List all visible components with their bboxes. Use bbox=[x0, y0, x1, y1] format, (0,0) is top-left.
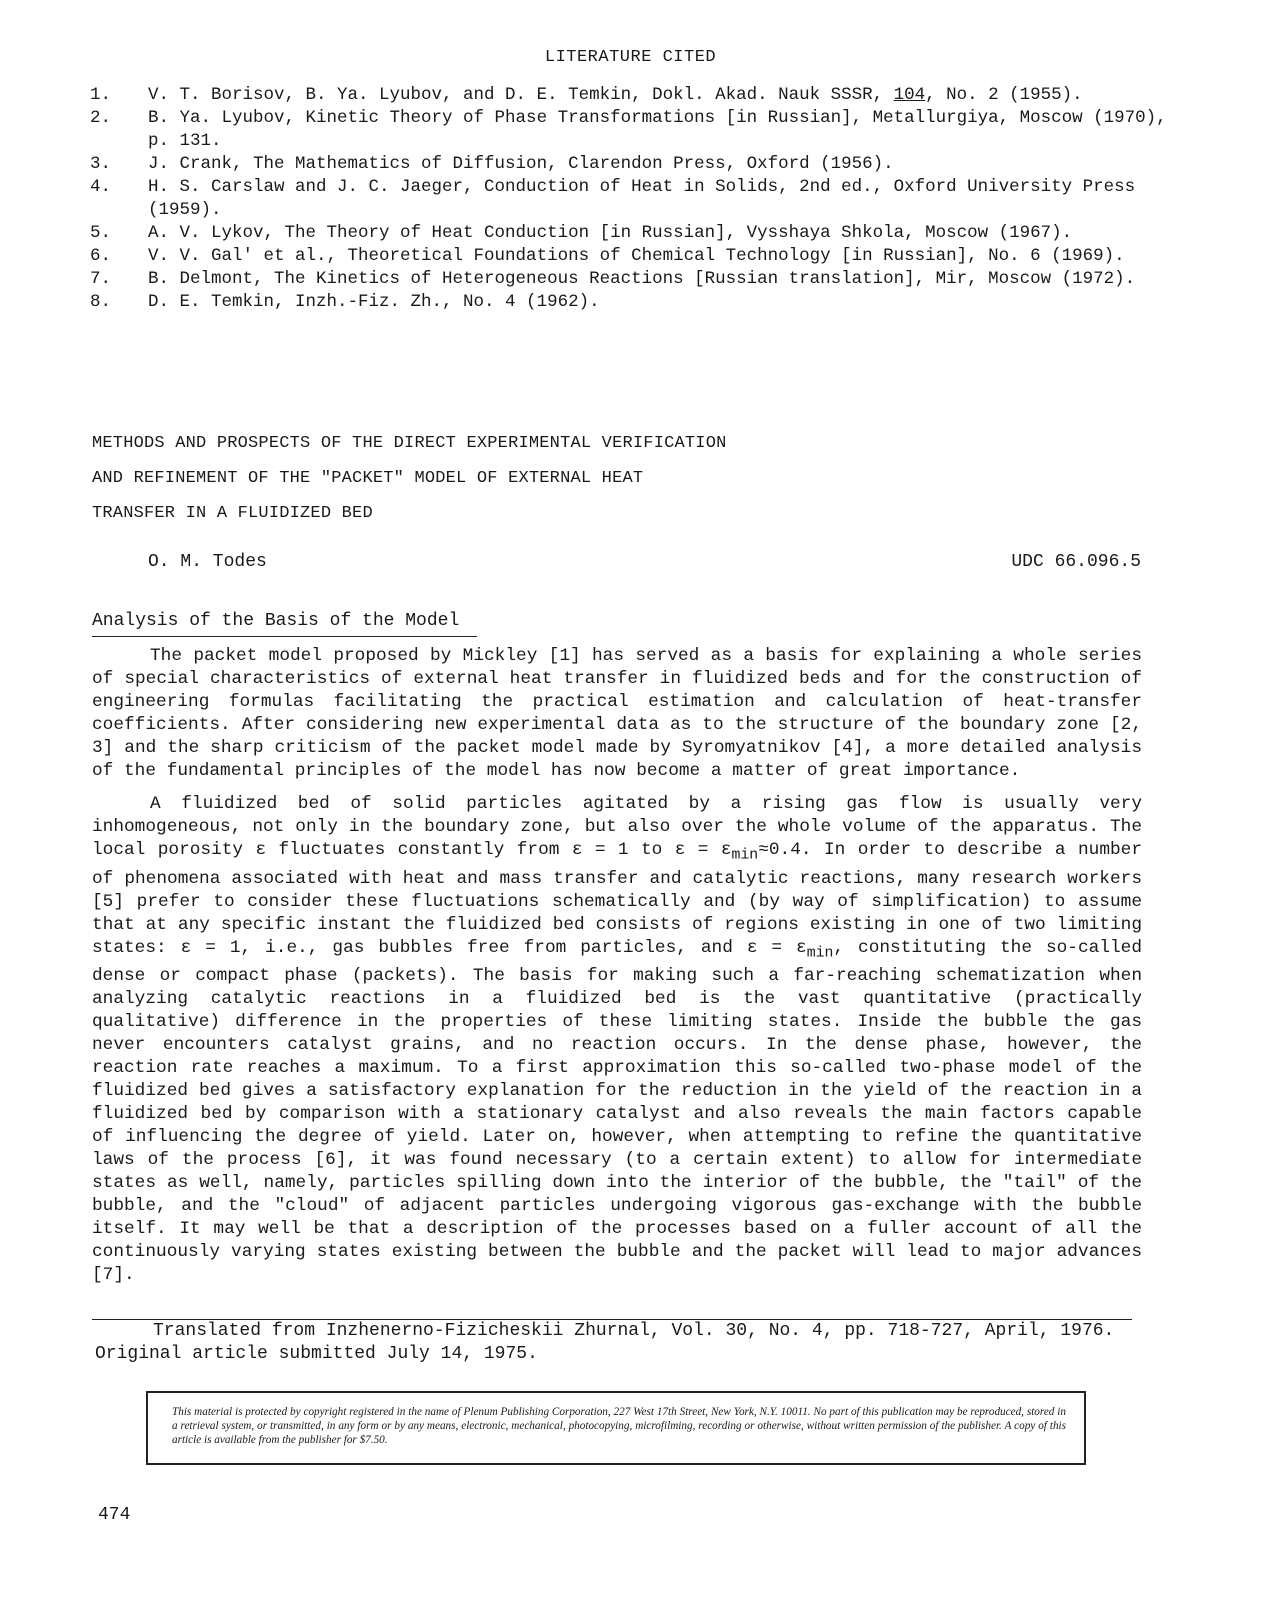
reference-item bbox=[90, 84, 1170, 107]
subscript-min: min bbox=[731, 847, 759, 864]
reference-text: V. V. Gal' et al., Theoretical Foundations of Chemical Technology [in Russian], No. 6 (1969). bbox=[148, 246, 1125, 266]
reference-item bbox=[90, 176, 1170, 222]
reference-number: 4. bbox=[90, 177, 112, 197]
reference-item bbox=[90, 245, 1170, 268]
reference-number: 3. bbox=[90, 154, 112, 174]
page-number: 474 bbox=[98, 1505, 131, 1525]
reference-item bbox=[90, 222, 1170, 245]
literature-cited-heading: LITERATURE CITED bbox=[544, 48, 717, 67]
reference-number: 6. bbox=[90, 246, 112, 266]
section-heading: Analysis of the Basis of the Model bbox=[92, 611, 460, 631]
paragraph-text: , constituting the so-called dense or compact phase (packets). The basis for making such a far-reaching schematization when analyzing catalytic reactions in a fluidized bed is the vast quantitative (practically qualitative) difference in the properties of these limiting states. Inside the bubble the gas never encounters catalyst grains, and no reaction occurs. In the dense phase, however, the reaction rate reaches a maximum. To a first approximation this so-called two-phase model of the fluidized bed gives a satisfactory explanation for the reduction in the yield of the reaction in a fluidized bed by comparison with a stationary catalyst and also reveals the main factors capable of influencing the degree of yield. Later on, however, when attempting to refine the quantitative laws of the process [6], it was found necessary (to a certain extent) to allow for intermediate states as well, namely, particles spilling down into the interior of the bubble, the "tail" of the bubble, and the "cloud" of adjacent particles undergoing vigorous gas-exchange with the bubble itself. It may well be that a description of the processes based on a fuller account of all the continuously varying states existing between the bubble and the packet will lead to major advances [7]. bbox=[92, 937, 1142, 1286]
paragraph-text: ≈0.4. In order to describe a number of phenomena associated with heat and mass transfer and catalytic reactions, many research workers [5] prefer to consider these fluctuations schematically and (by way of simplification) to assume that at any specific instant the fluidized bed consists of regions existing in one of two limiting states: ε = 1, i.e., gas bubbles free from particles, and ε = ε bbox=[92, 840, 1142, 958]
reference-item bbox=[90, 291, 1170, 314]
footnote-line: Translated from Inzhenerno-Fizicheskii Zhurnal, Vol. 30, No. 4, pp. 718-727, April, 1976. bbox=[153, 1321, 1115, 1341]
reference-number: 1. bbox=[90, 85, 112, 105]
reference-text: B. Ya. Lyubov, Kinetic Theory of Phase Transformations [in Russian], Metallurgiya, Moscow (1970), p. 131. bbox=[148, 108, 1167, 151]
reference-text: H. S. Carslaw and J. C. Jaeger, Conduction of Heat in Solids, 2nd ed., Oxford University Press (1959). bbox=[148, 177, 1136, 220]
translation-footnote bbox=[95, 1320, 1155, 1366]
copyright-notice: This material is protected by copyright registered in the name of Plenum Publishing Corporation, 227 West 17th Street, New York, N.Y. 10011. No part of this publication may be reproduced, stored in a retrieval system, or transmitted, in any form or by any means, electronic, mechanical, photocopying, microfilming, recording or otherwise, without written permission of the publisher. A copy of this article is available from the publisher for $7.50. bbox=[172, 1406, 1066, 1446]
article-title-line: TRANSFER IN A FLUIDIZED BED bbox=[92, 504, 373, 523]
reference-text: D. E. Temkin, Inzh.-Fiz. Zh., No. 4 (1962). bbox=[148, 292, 600, 312]
copyright-box bbox=[146, 1391, 1086, 1465]
reference-text: A. V. Lykov, The Theory of Heat Conduction [in Russian], Vysshaya Shkola, Moscow (1967). bbox=[148, 223, 1073, 243]
author-name: O. M. Todes bbox=[148, 552, 267, 572]
reference-number: 8. bbox=[90, 292, 112, 312]
article-title-line: METHODS AND PROSPECTS OF THE DIRECT EXPERIMENTAL VERIFICATION bbox=[92, 434, 727, 453]
reference-number: 2. bbox=[90, 108, 112, 128]
body-paragraph bbox=[92, 793, 1142, 1287]
reference-text: V. T. Borisov, B. Ya. Lyubov, and D. E. Temkin, Dokl. Akad. Nauk SSSR, bbox=[148, 85, 894, 105]
paragraph-text: A fluidized bed of solid particles agitated by a rising gas flow is usually very inhomogeneous, not only in the boundary zone, but also over the whole volume of the apparatus. The local porosity ε fluctuates constantly from ε = 1 to ε = ε bbox=[92, 794, 1142, 860]
reference-item bbox=[90, 153, 1170, 176]
article-title bbox=[92, 426, 892, 531]
subscript-min: min bbox=[806, 945, 834, 962]
reference-text: J. Crank, The Mathematics of Diffusion, Clarendon Press, Oxford (1956). bbox=[148, 154, 894, 174]
reference-item bbox=[90, 107, 1170, 153]
article-title-line: AND REFINEMENT OF THE "PACKET" MODEL OF EXTERNAL HEAT bbox=[92, 469, 644, 488]
reference-text-rest: , No. 2 (1955). bbox=[925, 85, 1083, 105]
section-heading-underline bbox=[92, 636, 477, 637]
article-body bbox=[92, 645, 1142, 1297]
reference-text: B. Delmont, The Kinetics of Heterogeneous Reactions [Russian translation], Mir, Moscow (1972). bbox=[148, 269, 1136, 289]
reference-number: 7. bbox=[90, 269, 112, 289]
body-paragraph: The packet model proposed by Mickley [1] has served as a basis for explaining a whole series of special characteristics of external heat transfer in fluidized beds and for the construction of engineering formulas facilitating the practical estimation and calculation of heat-transfer coefficients. After considering new experimental data as to the structure of the boundary zone [2, 3] and the sharp criticism of the packet model made by Syromyatnikov [4], a more detailed analysis of the fundamental principles of the model has now become a matter of great importance. bbox=[92, 646, 1142, 781]
reference-item bbox=[90, 268, 1170, 291]
udc-code: UDC 66.096.5 bbox=[1011, 552, 1141, 572]
footnote-line: Original article submitted July 14, 1975. bbox=[95, 1344, 538, 1364]
reference-number: 5. bbox=[90, 223, 112, 243]
reference-list bbox=[90, 84, 1170, 314]
reference-volume: 104 bbox=[893, 85, 926, 105]
